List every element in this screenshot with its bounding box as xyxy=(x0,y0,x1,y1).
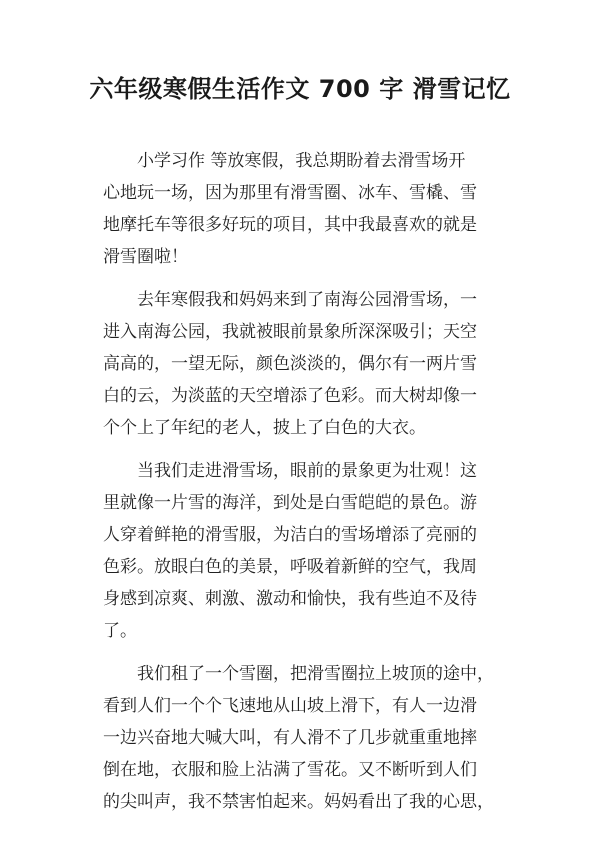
text-line: 里就像一片雪的海洋，到处是白雪皑皑的景色。游 xyxy=(103,493,477,513)
text-line: 倒在地，衣服和脸上沾满了雪花。又不断听到人们 xyxy=(103,760,477,780)
text-line: 了。 xyxy=(103,621,137,641)
paragraph-4 xyxy=(103,658,513,818)
text-line: 的尖叫声，我不禁害怕起来。妈妈看出了我的心思， xyxy=(103,792,494,812)
paragraph-1 xyxy=(103,145,513,273)
text-line: 心地玩一场，因为那里有滑雪圈、冰车、雪橇、雪 xyxy=(103,183,477,203)
text-line: 身感到凉爽、刺激、激动和愉快，我有些迫不及待 xyxy=(103,589,477,609)
text-line: 当我们走进滑雪场，眼前的景象更为壮观！这 xyxy=(137,461,477,481)
text-line: 看到人们一个个飞速地从山坡上滑下，有人一边滑 xyxy=(103,696,477,716)
text-line: 地摩托车等很多好玩的项目，其中我最喜欢的就是 xyxy=(103,215,477,235)
text-line: 进入南海公园，我就被眼前景象所深深吸引；天空 xyxy=(103,322,477,342)
text-line: 个个上了年纪的老人，披上了白色的大衣。 xyxy=(103,418,426,438)
text-line: 滑雪圈啦！ xyxy=(103,247,188,267)
text-line: 高高的，一望无际，颜色淡淡的，偶尔有一两片雪 xyxy=(103,354,477,374)
document-title: 六年级寒假生活作文 700 字 滑雪记忆 xyxy=(89,75,511,103)
text-line: 白的云，为淡蓝的天空增添了色彩。而大树却像一 xyxy=(103,386,477,406)
paragraph-3 xyxy=(103,455,513,647)
text-line: 一边兴奋地大喊大叫，有人滑不了几步就重重地摔 xyxy=(103,728,477,748)
text-line: 人穿着鲜艳的滑雪服，为洁白的雪场增添了亮丽的 xyxy=(103,525,477,545)
document-body xyxy=(103,145,513,829)
text-line: 小学习作 等放寒假，我总期盼着去滑雪场开 xyxy=(137,151,466,171)
text-line: 我们租了一个雪圈，把滑雪圈拉上坡顶的途中， xyxy=(137,664,494,684)
text-line: 去年寒假我和妈妈来到了南海公园滑雪场，一 xyxy=(137,290,477,310)
paragraph-2 xyxy=(103,284,513,444)
text-line: 色彩。放眼白色的美景，呼吸着新鲜的空气，我周 xyxy=(103,557,477,577)
